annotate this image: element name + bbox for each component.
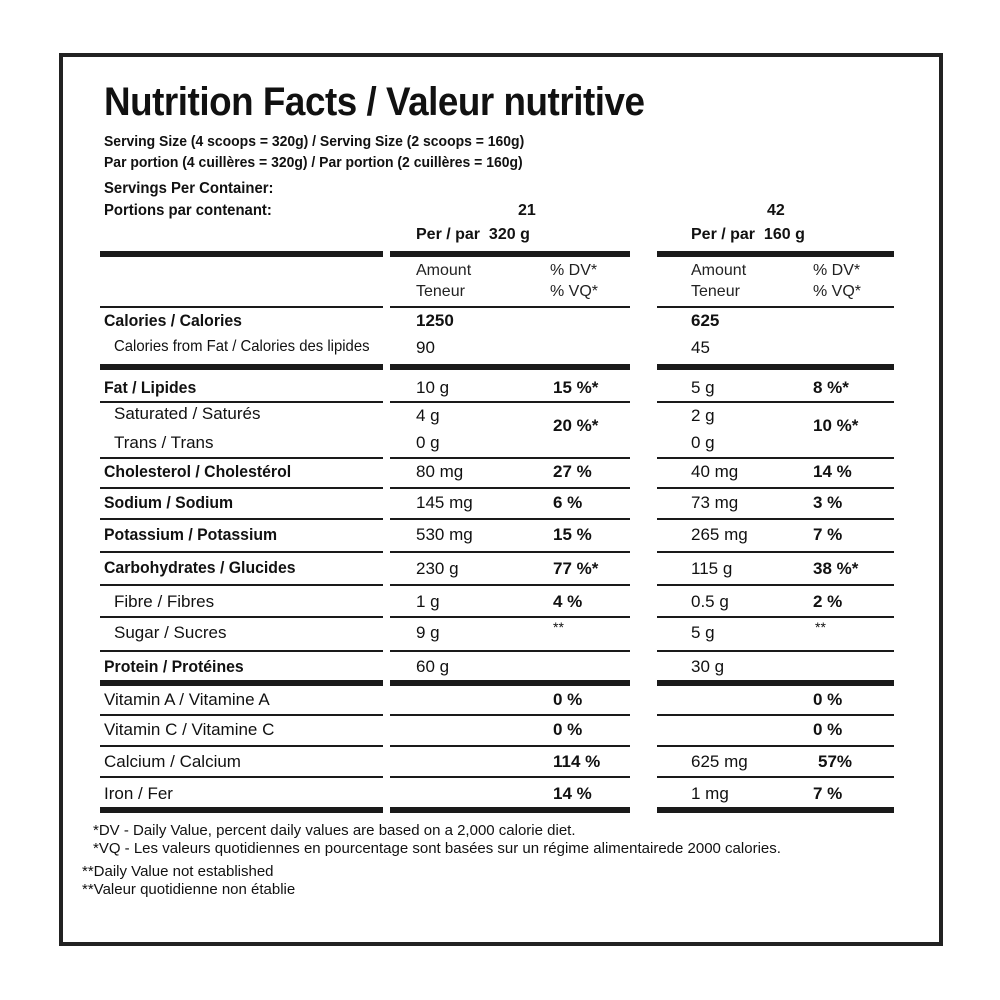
calcium-label: Calcium / Calcium <box>104 752 241 771</box>
divider <box>657 745 894 747</box>
divider <box>100 551 383 553</box>
saturated-label: Saturated / Saturés <box>114 404 261 423</box>
amount-header-col1: Amount Teneur <box>416 262 472 300</box>
divider <box>390 714 630 716</box>
potassium-dv-col2: 7 % <box>813 525 843 544</box>
fat-dv-col2: 8 %* <box>813 378 849 397</box>
saturated-col1: 4 g <box>416 406 440 425</box>
amount-header-col2: Amount Teneur <box>691 262 747 300</box>
iron-dv-col1: 14 % <box>553 784 592 803</box>
sugar-col1: 9 g <box>416 623 440 642</box>
sugar-label: Sugar / Sucres <box>114 623 227 642</box>
sugar-dv-col2: ** <box>815 619 826 635</box>
calories-fat-label: Calories from Fat / Calories des lipides <box>114 338 370 355</box>
footnote-vq: *VQ - Les valeurs quotidiennes en pourcentage sont basées sur un régime alimentairede 2000 calories. <box>93 840 781 857</box>
vitamin-c-label: Vitamin C / Vitamine C <box>104 720 275 739</box>
iron-dv-col2: 7 % <box>813 784 843 803</box>
col2-servings: 42 <box>767 202 785 219</box>
carbs-col1: 230 g <box>416 559 459 578</box>
divider <box>100 487 383 489</box>
protein-label: Protein / Protéines <box>104 657 244 676</box>
divider <box>390 401 630 403</box>
divider <box>390 487 630 489</box>
sodium-col1: 145 mg <box>416 493 473 512</box>
sugar-col2: 5 g <box>691 623 715 642</box>
divider <box>657 457 894 459</box>
divider <box>657 714 894 716</box>
cholesterol-col1: 80 mg <box>416 462 464 481</box>
calcium-col2: 625 mg <box>691 752 748 771</box>
calories-fat-col1: 90 <box>416 338 435 357</box>
footnote-dv-not-established: **Daily Value not established <box>82 863 274 880</box>
thick-rule <box>100 251 383 257</box>
protein-col2: 30 g <box>691 657 725 676</box>
divider <box>100 616 383 618</box>
sodium-dv-col1: 6 % <box>553 493 583 512</box>
calcium-dv-col1: 114 % <box>553 752 601 771</box>
thick-rule <box>657 364 894 370</box>
servings-label-en: Servings Per Container: <box>104 180 274 197</box>
divider <box>100 457 383 459</box>
fat-label: Fat / Lipides <box>104 378 197 397</box>
vitamin-a-label: Vitamin A / Vitamine A <box>104 690 270 709</box>
trans-col2: 0 g <box>691 433 715 452</box>
fat-col1: 10 g <box>416 378 450 397</box>
thick-rule <box>100 807 383 813</box>
carbs-dv-col1: 77 %* <box>553 559 599 578</box>
col1-servings: 21 <box>518 202 536 219</box>
calories-fat-col2: 45 <box>691 338 710 357</box>
fibre-col2: 0.5 g <box>691 592 729 611</box>
dv-header-col1: % DV* % VQ* <box>550 262 599 300</box>
sugar-dv-col1: ** <box>553 619 564 635</box>
divider <box>100 518 383 520</box>
saturated-col2: 2 g <box>691 406 715 425</box>
divider <box>100 306 383 308</box>
page-title: Nutrition Facts / Valeur nutritive <box>104 80 645 124</box>
divider <box>657 776 894 778</box>
sodium-col2: 73 mg <box>691 493 739 512</box>
potassium-dv-col1: 15 % <box>553 525 592 544</box>
fat-dv-col1: 15 %* <box>553 378 599 397</box>
potassium-col2: 265 mg <box>691 525 748 544</box>
calories-label: Calories / Calories <box>104 311 242 330</box>
divider <box>390 616 630 618</box>
thick-rule <box>657 251 894 257</box>
thick-rule <box>100 364 383 370</box>
sodium-dv-col2: 3 % <box>813 493 843 512</box>
calories-col2: 625 <box>691 311 720 330</box>
divider <box>100 714 383 716</box>
dv-header-col2: % DV* % VQ* <box>813 262 862 300</box>
cholesterol-col2: 40 mg <box>691 462 739 481</box>
thick-rule <box>100 680 383 686</box>
trans-col1: 0 g <box>416 433 440 452</box>
divider <box>100 650 383 652</box>
fibre-col1: 1 g <box>416 592 440 611</box>
fibre-dv-col1: 4 % <box>553 592 583 611</box>
vitamin-c-dv-col1: 0 % <box>553 720 583 739</box>
divider <box>657 616 894 618</box>
carbs-label: Carbohydrates / Glucides <box>104 558 296 577</box>
sodium-label: Sodium / Sodium <box>104 493 234 512</box>
vitamin-a-dv-col1: 0 % <box>553 690 583 709</box>
fat-col2: 5 g <box>691 378 715 397</box>
footnote-dv: *DV - Daily Value, percent daily values are based on a 2,000 calorie diet. <box>93 822 576 839</box>
divider <box>390 584 630 586</box>
divider <box>657 551 894 553</box>
col2-per: Per / par 160 g <box>691 226 805 243</box>
divider <box>100 584 383 586</box>
potassium-col1: 530 mg <box>416 525 473 544</box>
fibre-dv-col2: 2 % <box>813 592 843 611</box>
carbs-dv-col2: 38 %* <box>813 559 859 578</box>
saturated-dv-col2: 10 %* <box>813 416 859 435</box>
divider <box>390 518 630 520</box>
cholesterol-dv-col1: 27 % <box>553 462 592 481</box>
calories-col1: 1250 <box>416 311 454 330</box>
divider <box>100 401 383 403</box>
serving-size-fr: Par portion (4 cuillères = 320g) / Par portion (2 cuillères = 160g) <box>104 154 523 171</box>
thick-rule <box>390 364 630 370</box>
thick-rule <box>390 680 630 686</box>
carbs-col2: 115 g <box>691 559 733 578</box>
divider <box>390 776 630 778</box>
iron-label: Iron / Fer <box>104 784 173 803</box>
cholesterol-label: Cholesterol / Cholestérol <box>104 462 292 481</box>
serving-size-en: Serving Size (4 scoops = 320g) / Serving Size (2 scoops = 160g) <box>104 133 525 150</box>
divider <box>100 745 383 747</box>
divider <box>657 650 894 652</box>
divider <box>657 487 894 489</box>
divider <box>390 306 630 308</box>
divider <box>390 457 630 459</box>
fibre-label: Fibre / Fibres <box>114 592 215 611</box>
col1-per: Per / par 320 g <box>416 226 530 243</box>
divider <box>390 551 630 553</box>
servings-label-fr: Portions par contenant: <box>104 202 272 219</box>
cholesterol-dv-col2: 14 % <box>813 462 852 481</box>
potassium-label: Potassium / Potassium <box>104 525 278 544</box>
vitamin-c-dv-col2: 0 % <box>813 720 843 739</box>
divider <box>390 650 630 652</box>
divider <box>390 745 630 747</box>
trans-label: Trans / Trans <box>114 433 214 452</box>
thick-rule <box>390 251 630 257</box>
iron-col2: 1 mg <box>691 784 729 803</box>
footnote-vq-not-established: **Valeur quotidienne non établie <box>82 881 296 898</box>
divider <box>100 776 383 778</box>
vitamin-a-dv-col2: 0 % <box>813 690 843 709</box>
thick-rule <box>657 680 894 686</box>
protein-col1: 60 g <box>416 657 450 676</box>
divider <box>657 584 894 586</box>
calcium-dv-col2: 57% <box>818 752 853 771</box>
thick-rule <box>657 807 894 813</box>
divider <box>657 401 894 403</box>
saturated-dv-col1: 20 %* <box>553 416 599 435</box>
divider <box>657 518 894 520</box>
thick-rule <box>390 807 630 813</box>
divider <box>657 306 894 308</box>
